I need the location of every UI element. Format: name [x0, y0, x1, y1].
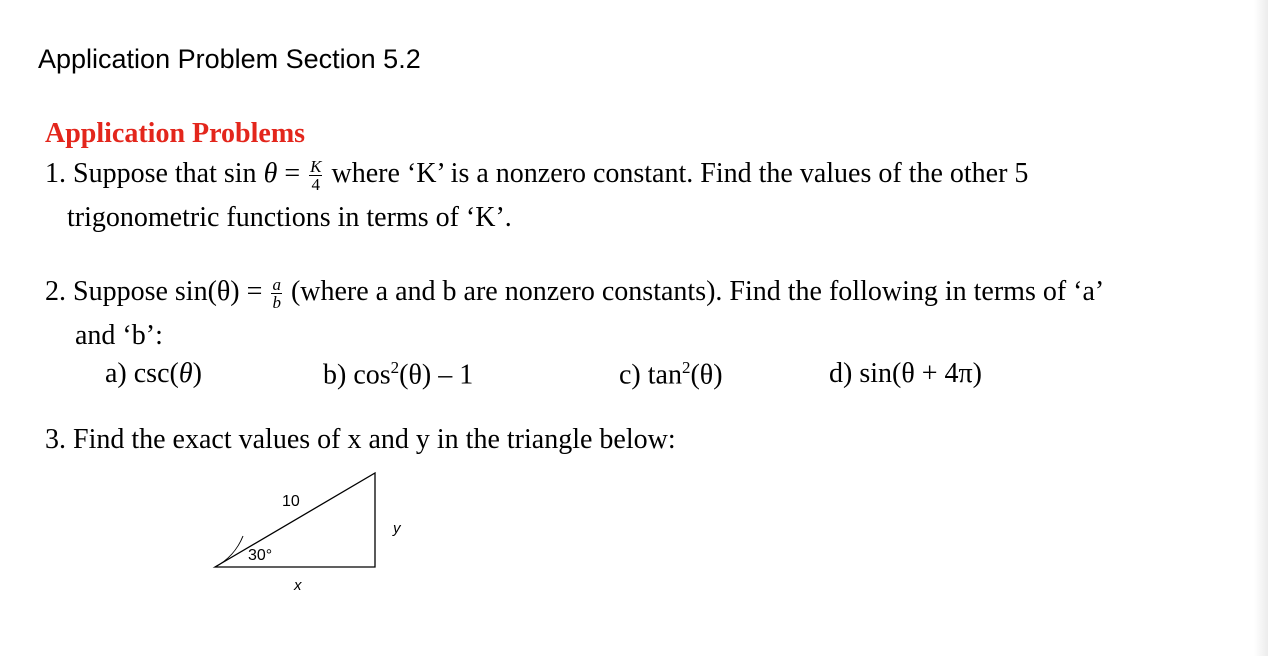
- part-a-var: θ: [178, 358, 193, 389]
- side-y-label: y: [393, 520, 401, 537]
- right-triangle-diagram: [210, 470, 410, 600]
- problem-2-part-b: [323, 358, 473, 391]
- part-a-label: a) csc(: [105, 358, 179, 389]
- problem-1-prefix: 1. Suppose that sin: [45, 158, 257, 189]
- fraction-denominator: 4: [311, 175, 321, 195]
- fraction-denominator: b: [272, 293, 281, 313]
- problem-2-prefix: 2. Suppose sin(θ) =: [45, 276, 263, 307]
- problem-1-equals: =: [284, 158, 301, 189]
- problem-1-line-1: [45, 158, 1028, 193]
- problem-2-part-d: d) sin(θ + 4π): [829, 358, 982, 389]
- problem-2-line-1: [45, 276, 1104, 311]
- problem-1-line-2: trigonometric functions in terms of ‘K’.: [67, 202, 512, 233]
- part-c-rest: (θ): [690, 359, 723, 391]
- fraction-numerator: a: [272, 275, 281, 295]
- angle-arc: [215, 536, 243, 567]
- part-c-label: c) tan: [619, 359, 682, 391]
- side-x-label: x: [294, 577, 302, 594]
- problem-2-fraction: [271, 276, 282, 311]
- problem-1-fraction: [309, 158, 322, 193]
- part-a-close: ): [192, 358, 202, 389]
- section-heading: Application Problems: [45, 118, 306, 149]
- problem-1-text-after: where ‘K’ is a nonzero constant. Find the values of the other 5: [331, 158, 1029, 189]
- problem-2-line-2: and ‘b’:: [75, 320, 163, 351]
- part-b-superscript: 2: [390, 358, 400, 377]
- problem-2-part-a: [105, 358, 202, 390]
- fraction-numerator: K: [310, 157, 322, 177]
- document-title: Application Problem Section 5.2: [38, 44, 421, 74]
- problem-2-part-c: [619, 358, 723, 391]
- triangle-outline: [215, 473, 375, 567]
- problem-1-theta: θ: [263, 158, 278, 189]
- hypotenuse-label: 10: [282, 493, 300, 510]
- problem-3-text: 3. Find the exact values of x and y in the triangle below:: [45, 424, 676, 455]
- angle-label: 30°: [248, 547, 273, 564]
- part-b-label: b) cos: [323, 359, 391, 391]
- problem-2-text-after: (where a and b are nonzero constants). Find the following in terms of ‘a’: [290, 276, 1105, 307]
- part-c-superscript: 2: [681, 358, 691, 377]
- part-b-rest: (θ) – 1: [399, 359, 474, 391]
- page-edge-shadow: [1254, 0, 1268, 656]
